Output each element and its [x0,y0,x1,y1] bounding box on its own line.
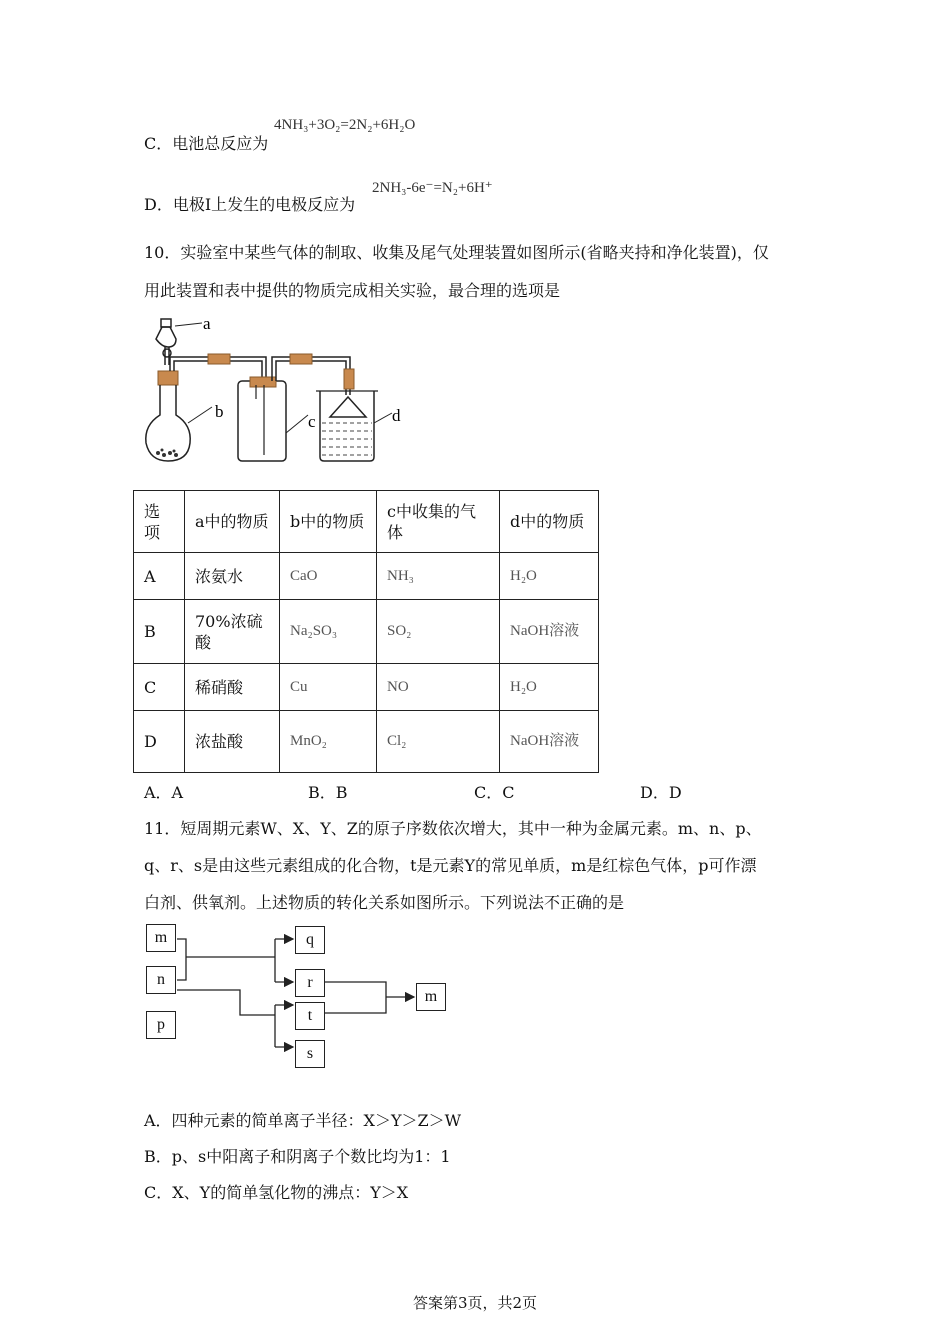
q10-stem-line1: 10．实验室中某些气体的制取、收集及尾气处理装置如图所示(省略夹持和净化装置)，仅 [144,243,769,262]
cell-c: Cl₂ [377,711,500,773]
q9-option-c [144,131,268,154]
cell-b: MnO₂ [280,711,377,773]
beaker [320,391,374,461]
cell-c: NH₃ [377,553,500,600]
cell-d: H₂O [500,664,599,711]
cell-option: A [134,553,185,600]
collection-bottle [238,381,286,461]
cell-b: Cu [280,664,377,711]
table-row [134,711,599,773]
stopper-b [158,371,178,385]
q9-option-d [144,192,355,215]
node-m: m [146,924,176,952]
q9-option-c-formula: 4NH₃+3O₂=2N₂+6H₂O [274,117,416,133]
cell-option: B [134,600,185,664]
label-b: b [215,402,224,421]
inverted-funnel [330,397,366,417]
header-a: a中的物质 [185,491,280,553]
label-a: a [203,314,211,333]
q11-option-a: A．四种元素的简单离子半径：X＞Y＞Z＞W [144,1111,462,1130]
cell-option: D [134,711,185,773]
header-b: b中的物质 [280,491,377,553]
node-t: t [295,1002,325,1030]
page-footer: 答案第3页，共2页 [412,1294,538,1312]
q10-stem-line2: 用此装置和表中提供的物质完成相关实验，最合理的选项是 [144,281,561,300]
header-option: 选项 [134,491,185,553]
diagram-arrows [140,915,440,1075]
cell-d: NaOH溶液 [500,600,599,664]
label-d: d [392,406,401,425]
cell-b: CaO [280,553,377,600]
table-row [134,553,599,600]
table-row [134,664,599,711]
cell-a: 70%浓硫酸 [185,600,280,664]
q11-stem-line1: 11．短周期元素W、X、Y、Z的原子序数依次增大，其中一种为金属元素。m、n、p、 [144,819,762,838]
node-q: q [295,926,325,954]
cell-a: 浓盐酸 [185,711,280,773]
q11-stem-line2: q、r、s是由这些元素组成的化合物，t是元素Y的常见单质，m是红棕色气体，p可作漂 [144,856,757,875]
node-m-product: m [416,983,446,1011]
cell-a: 稀硝酸 [185,664,280,711]
options-table [133,490,599,773]
q10-answer-d: D．D [640,783,682,802]
table-row [134,600,599,664]
cell-c: SO₂ [377,600,500,664]
node-p: p [146,1011,176,1039]
q10-answer-a: A．A [144,783,184,802]
separatory-funnel [156,319,176,365]
q9-option-d-formula: 2NH₃-6e⁻=N₂+6H⁺ [372,180,493,196]
cell-c: NO [377,664,500,711]
cell-a: 浓氨水 [185,553,280,600]
apparatus-figure [140,305,430,465]
header-c: c中收集的气体 [377,491,500,553]
q11-option-b: B．p、s中阳离子和阴离子个数比均为1：1 [144,1147,451,1166]
q9-option-d-label: D．电极Ⅰ上发生的电极反应为 [144,195,356,214]
q11-stem-line3: 白剂、供氧剂。上述物质的转化关系如图所示。下列说法不正确的是 [144,893,625,912]
node-s: s [295,1040,325,1068]
cell-option: C [134,664,185,711]
header-d: d中的物质 [500,491,599,553]
q11-option-c: C．X、Y的简单氢化物的沸点：Y＞X [144,1183,409,1202]
node-n: n [146,966,176,994]
q9-option-c-label: C．电池总反应为 [144,134,269,153]
round-flask [146,385,190,461]
q10-answer-c: C．C [474,783,515,802]
q10-answer-b: B．B [308,783,348,802]
cell-b: Na₂SO₃ [280,600,377,664]
cell-d: H₂O [500,553,599,600]
label-c: c [308,412,316,431]
node-r: r [295,969,325,997]
table-header-row [134,491,599,553]
cell-d: NaOH溶液 [500,711,599,773]
